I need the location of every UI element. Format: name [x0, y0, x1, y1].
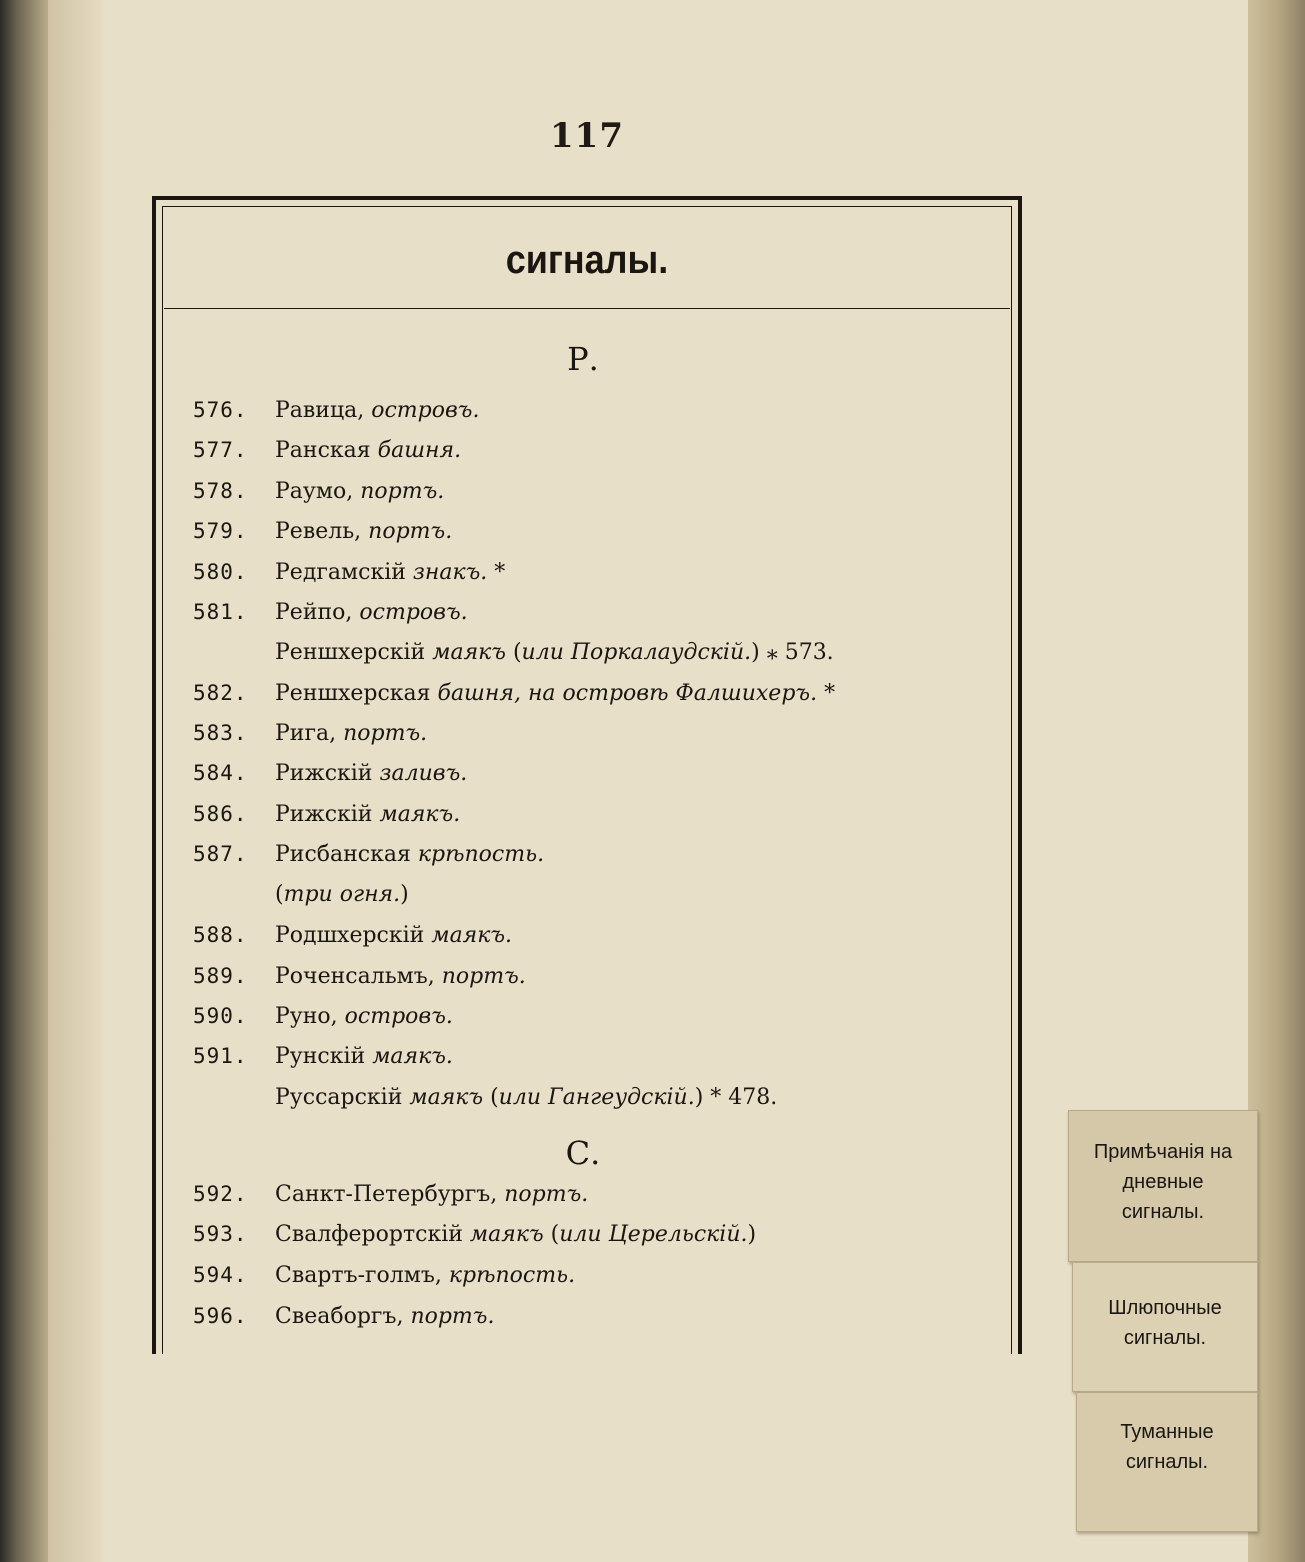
entry-roman-text: ) * 478.: [694, 1085, 778, 1110]
heading-rule: [164, 308, 1010, 309]
entry-text: [275, 1182, 588, 1207]
entry-italic-text: маякъ.: [379, 802, 461, 827]
tab-label-line: сигналы.: [1125, 1451, 1209, 1473]
entry-number: 590.: [193, 1004, 248, 1028]
entry-roman-text: ): [400, 882, 409, 907]
tab-label-line: сигналы.: [1121, 1201, 1205, 1223]
entry-roman-text: Рига,: [275, 721, 344, 746]
entry-italic-text: маякъ: [469, 1222, 544, 1247]
entry-italic-text: три огня.: [283, 882, 401, 907]
entry-italic-text: или Церельскій.: [559, 1222, 748, 1247]
entry-number: 577.: [193, 438, 248, 462]
entry-roman-text: Ревель,: [275, 519, 369, 544]
entry-italic-text: островъ.: [359, 600, 468, 625]
entry-text: [275, 923, 512, 948]
entry-roman-text: Рейпо,: [275, 600, 360, 625]
entry-text: [275, 964, 526, 989]
entry-italic-text: портъ.: [410, 1304, 495, 1329]
entry-roman-text: Рунскій: [275, 1044, 373, 1069]
entry-number: 589.: [193, 964, 248, 988]
entry-text: [275, 600, 468, 625]
entry-number: 580.: [193, 560, 248, 584]
entry-text: [275, 761, 467, 786]
gutter-shadow: [48, 0, 103, 1562]
entry-number: 587.: [193, 842, 248, 866]
entry-number: 584.: [193, 761, 248, 785]
entry-text: [275, 1044, 453, 1069]
entry-text: [275, 560, 505, 585]
entry-number: 576.: [193, 398, 248, 422]
entry-italic-text: знакъ.: [412, 560, 488, 585]
entry-italic-text: заливъ.: [379, 761, 468, 786]
entry-number: 578.: [193, 479, 248, 503]
tab-boat-signals[interactable]: [1072, 1262, 1258, 1392]
entry-roman-text: Реншхерская: [275, 681, 438, 706]
entry-italic-text: островъ.: [344, 1004, 453, 1029]
entry-italic-text: башня.: [377, 438, 462, 463]
entry-roman-text: Рисбанская: [275, 842, 418, 867]
entry-number: 583.: [193, 721, 248, 745]
entry-roman-text: (: [275, 882, 284, 907]
tab-fog-signals[interactable]: [1076, 1392, 1258, 1532]
entry-text: [275, 681, 835, 706]
entry-text: [275, 438, 461, 463]
entry-roman-text: Ранская: [275, 438, 378, 463]
entry-italic-text: портъ.: [441, 964, 526, 989]
entry-number: 586.: [193, 802, 248, 826]
entry-roman-text: Свалферортскій: [275, 1222, 470, 1247]
entry-number: 591.: [193, 1044, 248, 1068]
entry-italic-text: портъ.: [504, 1182, 589, 1207]
entry-italic-text: портъ.: [360, 479, 445, 504]
entry-text: [275, 1304, 494, 1329]
entry-number: 582.: [193, 681, 248, 705]
entry-italic-text: маякъ.: [372, 1044, 453, 1069]
entry-text: [275, 398, 479, 423]
entry-roman-text: Рижскій: [275, 802, 380, 827]
entry-number: 592.: [193, 1182, 248, 1206]
tab-day-signals-notes[interactable]: [1068, 1110, 1258, 1262]
entry-roman-text: *: [817, 681, 836, 706]
entry-roman-text: Рижскій: [275, 761, 380, 786]
entry-text: [275, 1004, 453, 1029]
entry-roman-text: Свартъ-голмъ,: [275, 1263, 449, 1288]
entry-roman-text: Руссарскій: [275, 1085, 410, 1110]
entry-text: [275, 1263, 575, 1288]
entry-roman-text: Санкт-Петербургъ,: [275, 1182, 505, 1207]
entry-roman-text: *: [487, 560, 506, 585]
entry-text: [275, 842, 544, 867]
entry-text: [275, 1222, 756, 1247]
entry-italic-text: маякъ: [432, 640, 506, 665]
page-number: 117: [550, 116, 624, 156]
letter-heading-s: С.: [565, 1134, 601, 1172]
entry-italic-text: портъ.: [368, 519, 453, 544]
entry-text: [275, 802, 460, 827]
left-page-edge: [0, 0, 48, 1562]
entry-roman-text: Раумо,: [275, 479, 361, 504]
entry-number: 588.: [193, 923, 248, 947]
tab-label-line: дневные: [1122, 1171, 1204, 1193]
entry-number: 581.: [193, 600, 248, 624]
entry-italic-text: портъ.: [343, 721, 428, 746]
entry-italic-text: крѣпость.: [448, 1263, 576, 1288]
entry-roman-text: Редгамскій: [275, 560, 413, 585]
tab-label-line: Туманные: [1120, 1421, 1214, 1443]
entry-italic-text: маякъ.: [431, 923, 513, 948]
entry-text: [275, 1085, 777, 1110]
letter-heading-r: Р.: [567, 340, 599, 378]
entry-text: [275, 519, 452, 544]
entry-roman-text: (: [483, 1085, 499, 1110]
entry-number: 596.: [193, 1304, 248, 1328]
entry-roman-text: Руно,: [275, 1004, 345, 1029]
entry-italic-text: островъ.: [371, 398, 480, 423]
entry-number: 594.: [193, 1263, 248, 1287]
entry-italic-text: или Поркалаудскій.: [521, 640, 752, 665]
entry-italic-text: башня, на островѣ Фалшихеръ.: [437, 681, 818, 706]
tab-label-line: Примѣчанія на: [1093, 1141, 1233, 1163]
entry-italic-text: маякъ: [409, 1085, 484, 1110]
entry-roman-text: Роченсальмъ,: [275, 964, 442, 989]
entry-roman-text: Родшхерскій: [275, 923, 432, 948]
entry-text: [275, 479, 444, 504]
entry-roman-text: Свеаборгъ,: [275, 1304, 411, 1329]
entry-italic-text: или Гангеудскій.: [498, 1085, 695, 1110]
entry-text: [275, 882, 409, 907]
entry-number: 593.: [193, 1222, 248, 1246]
entry-roman-text: (: [543, 1222, 560, 1247]
entry-roman-text: Реншхерскій: [275, 640, 433, 665]
tab-label-line: сигналы.: [1123, 1327, 1207, 1349]
tab-label-line: Шлюпочные: [1108, 1297, 1222, 1319]
entry-italic-text: крѣпость.: [417, 842, 545, 867]
entry-roman-text: Равица,: [275, 398, 372, 423]
section-heading: сигналы.: [505, 238, 669, 282]
entry-number: 579.: [193, 519, 248, 543]
entry-roman-text: ): [747, 1222, 757, 1247]
entry-roman-text: ) ⁎ 573.: [751, 640, 834, 665]
entry-text: [275, 640, 834, 665]
entry-roman-text: (: [505, 640, 522, 665]
entry-text: [275, 721, 427, 746]
